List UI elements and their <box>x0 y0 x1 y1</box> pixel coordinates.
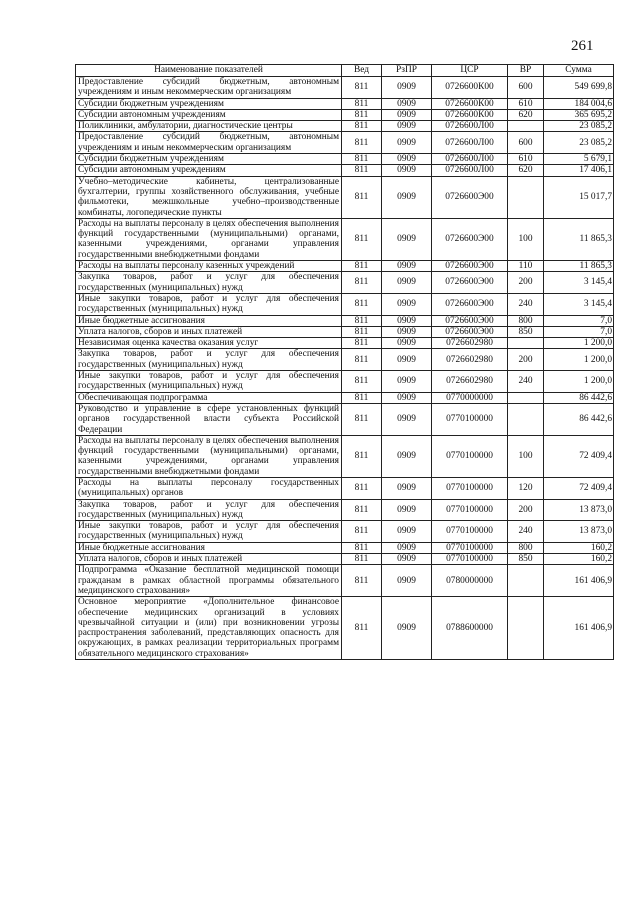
table-row <box>76 165 614 176</box>
row-csr-cell: 0726600Э00 <box>432 326 508 337</box>
row-vr-cell <box>508 403 544 435</box>
row-sum-cell: 15 017,7 <box>544 176 614 218</box>
row-ved-cell: 811 <box>342 121 382 132</box>
table-row <box>76 315 614 326</box>
row-ved-cell: 811 <box>342 261 382 272</box>
row-sum-cell: 23 085,2 <box>544 121 614 132</box>
row-csr-cell: 0726600Л00 <box>432 154 508 165</box>
row-vr-cell: 610 <box>508 154 544 165</box>
row-rzpr-cell: 0909 <box>382 349 432 371</box>
row-sum-cell: 161 406,9 <box>544 565 614 597</box>
row-rzpr-cell: 0909 <box>382 477 432 499</box>
row-vr-cell: 200 <box>508 349 544 371</box>
table-row <box>76 218 614 260</box>
row-rzpr-cell: 0909 <box>382 121 432 132</box>
row-rzpr-cell: 0909 <box>382 326 432 337</box>
row-sum-cell: 11 865,3 <box>544 261 614 272</box>
row-name-cell: Субсидии бюджетным учреждениям <box>76 98 342 109</box>
row-name-cell: Закупка товаров, работ и услуг для обеспечения государственных (муниципальных) нужд <box>76 272 342 294</box>
table-row <box>76 98 614 109</box>
table-row <box>76 403 614 435</box>
row-csr-cell: 0726600К00 <box>432 109 508 120</box>
row-name-cell: Субсидии бюджетным учреждениям <box>76 154 342 165</box>
row-sum-cell: 23 085,2 <box>544 132 614 154</box>
row-rzpr-cell: 0909 <box>382 109 432 120</box>
table-row <box>76 542 614 553</box>
row-name-cell: Расходы на выплаты персоналу государственных (муниципальных) органов <box>76 477 342 499</box>
row-name-cell: Расходы на выплаты персоналу в целях обеспечения выполнения функций государственными (муниципальными) органами, казенными учреждениями, органами управления государственными внебюджетными фондами <box>76 218 342 260</box>
row-name-cell: Иные бюджетные ассигнования <box>76 542 342 553</box>
row-sum-cell: 72 409,4 <box>544 435 614 477</box>
column-header-vr: ВР <box>508 65 544 77</box>
row-csr-cell: 0726600Э00 <box>432 272 508 294</box>
row-csr-cell: 0770100000 <box>432 521 508 543</box>
row-ved-cell: 811 <box>342 154 382 165</box>
row-ved-cell: 811 <box>342 371 382 393</box>
row-rzpr-cell: 0909 <box>382 132 432 154</box>
row-ved-cell: 811 <box>342 499 382 521</box>
table-row <box>76 176 614 218</box>
row-name-cell: Основное мероприятие «Дополнительное финансовое обеспечение медицинских организаций в условиях чрезвычайной ситуации и (или) при возникновении угрозы распространения заболеваний, представляющих опасность для окружающих, в рамках реализации территориальных программ обязательного медицинского страхования» <box>76 597 342 660</box>
row-csr-cell: 0726600К00 <box>432 77 508 99</box>
row-vr-cell <box>508 597 544 660</box>
row-csr-cell: 0788600000 <box>432 597 508 660</box>
row-csr-cell: 0726602980 <box>432 371 508 393</box>
row-rzpr-cell: 0909 <box>382 597 432 660</box>
row-ved-cell: 811 <box>342 165 382 176</box>
row-csr-cell: 0726600Л00 <box>432 132 508 154</box>
column-header-ved: Вед <box>342 65 382 77</box>
row-rzpr-cell: 0909 <box>382 565 432 597</box>
row-ved-cell: 811 <box>342 176 382 218</box>
row-vr-cell <box>508 176 544 218</box>
row-csr-cell: 0770100000 <box>432 477 508 499</box>
row-vr-cell: 110 <box>508 261 544 272</box>
row-rzpr-cell: 0909 <box>382 165 432 176</box>
row-csr-cell: 0726602980 <box>432 349 508 371</box>
row-csr-cell: 0726600Л00 <box>432 121 508 132</box>
table-row <box>76 554 614 565</box>
row-rzpr-cell: 0909 <box>382 98 432 109</box>
row-ved-cell: 811 <box>342 542 382 553</box>
table-body <box>76 77 614 660</box>
row-csr-cell: 0770100000 <box>432 499 508 521</box>
row-ved-cell: 811 <box>342 326 382 337</box>
row-ved-cell: 811 <box>342 597 382 660</box>
row-csr-cell: 0726600Э00 <box>432 218 508 260</box>
page-number: 261 <box>571 38 594 54</box>
row-ved-cell: 811 <box>342 338 382 349</box>
row-rzpr-cell: 0909 <box>382 435 432 477</box>
budget-table <box>75 64 614 660</box>
row-sum-cell: 11 865,3 <box>544 218 614 260</box>
table-row <box>76 293 614 315</box>
row-ved-cell: 811 <box>342 293 382 315</box>
table-row <box>76 272 614 294</box>
row-vr-cell: 200 <box>508 499 544 521</box>
row-rzpr-cell: 0909 <box>382 218 432 260</box>
row-csr-cell: 0726600Э00 <box>432 176 508 218</box>
row-name-cell: Иные закупки товаров, работ и услуг для обеспечения государственных (муниципальных) нужд <box>76 293 342 315</box>
table-row <box>76 392 614 403</box>
table-row <box>76 154 614 165</box>
row-name-cell: Иные бюджетные ассигнования <box>76 315 342 326</box>
row-name-cell: Уплата налогов, сборов и иных платежей <box>76 554 342 565</box>
row-ved-cell: 811 <box>342 392 382 403</box>
row-name-cell: Подпрограмма «Оказание бесплатной медицинской помощи гражданам в рамках областной программы обязательного медицинского страхования» <box>76 565 342 597</box>
row-vr-cell <box>508 565 544 597</box>
row-sum-cell: 160,2 <box>544 542 614 553</box>
row-rzpr-cell: 0909 <box>382 403 432 435</box>
row-vr-cell: 620 <box>508 109 544 120</box>
row-sum-cell: 72 409,4 <box>544 477 614 499</box>
table-row <box>76 77 614 99</box>
column-header-name: Наименование показателей <box>76 65 342 77</box>
row-sum-cell: 1 200,0 <box>544 371 614 393</box>
row-ved-cell: 811 <box>342 272 382 294</box>
row-vr-cell: 850 <box>508 326 544 337</box>
row-ved-cell: 811 <box>342 218 382 260</box>
row-csr-cell: 0770000000 <box>432 392 508 403</box>
table-row <box>76 435 614 477</box>
row-name-cell: Предоставление субсидий бюджетным, автономным учреждениям и иным некоммерческим организациям <box>76 132 342 154</box>
row-sum-cell: 1 200,0 <box>544 338 614 349</box>
row-sum-cell: 86 442,6 <box>544 403 614 435</box>
row-ved-cell: 811 <box>342 521 382 543</box>
row-ved-cell: 811 <box>342 349 382 371</box>
row-vr-cell <box>508 121 544 132</box>
row-csr-cell: 0770100000 <box>432 554 508 565</box>
row-sum-cell: 13 873,0 <box>544 499 614 521</box>
row-vr-cell: 240 <box>508 293 544 315</box>
row-rzpr-cell: 0909 <box>382 154 432 165</box>
row-rzpr-cell: 0909 <box>382 521 432 543</box>
row-csr-cell: 0726600Л00 <box>432 165 508 176</box>
table-row <box>76 326 614 337</box>
row-name-cell: Независимая оценка качества оказания услуг <box>76 338 342 349</box>
row-name-cell: Поликлиники, амбулатории, диагностические центры <box>76 121 342 132</box>
row-sum-cell: 5 679,1 <box>544 154 614 165</box>
row-name-cell: Закупка товаров, работ и услуг для обеспечения государственных (муниципальных) нужд <box>76 349 342 371</box>
row-sum-cell: 3 145,4 <box>544 293 614 315</box>
row-sum-cell: 17 406,1 <box>544 165 614 176</box>
row-rzpr-cell: 0909 <box>382 272 432 294</box>
row-name-cell: Обеспечивающая подпрограмма <box>76 392 342 403</box>
row-ved-cell: 811 <box>342 554 382 565</box>
table-row <box>76 597 614 660</box>
row-sum-cell: 1 200,0 <box>544 349 614 371</box>
row-rzpr-cell: 0909 <box>382 542 432 553</box>
row-rzpr-cell: 0909 <box>382 392 432 403</box>
table-row <box>76 338 614 349</box>
row-vr-cell: 850 <box>508 554 544 565</box>
row-sum-cell: 3 145,4 <box>544 272 614 294</box>
row-name-cell: Предоставление субсидий бюджетным, автономным учреждениям и иным некоммерческим организациям <box>76 77 342 99</box>
row-csr-cell: 0726600К00 <box>432 98 508 109</box>
row-vr-cell: 100 <box>508 218 544 260</box>
row-vr-cell: 240 <box>508 521 544 543</box>
row-rzpr-cell: 0909 <box>382 261 432 272</box>
row-ved-cell: 811 <box>342 435 382 477</box>
row-csr-cell: 0770100000 <box>432 403 508 435</box>
row-rzpr-cell: 0909 <box>382 77 432 99</box>
row-ved-cell: 811 <box>342 98 382 109</box>
row-sum-cell: 184 004,6 <box>544 98 614 109</box>
table-row <box>76 349 614 371</box>
table-row <box>76 477 614 499</box>
table-row <box>76 521 614 543</box>
row-rzpr-cell: 0909 <box>382 315 432 326</box>
row-vr-cell: 600 <box>508 132 544 154</box>
table-row <box>76 499 614 521</box>
row-sum-cell: 161 406,9 <box>544 597 614 660</box>
table-row <box>76 132 614 154</box>
row-sum-cell: 86 442,6 <box>544 392 614 403</box>
row-name-cell: Руководство и управление в сфере установленных функций органов государственной власти субъекта Российской Федерации <box>76 403 342 435</box>
row-sum-cell: 365 695,2 <box>544 109 614 120</box>
table-row <box>76 371 614 393</box>
row-sum-cell: 160,2 <box>544 554 614 565</box>
row-ved-cell: 811 <box>342 77 382 99</box>
row-vr-cell <box>508 338 544 349</box>
row-rzpr-cell: 0909 <box>382 371 432 393</box>
row-vr-cell: 620 <box>508 165 544 176</box>
row-csr-cell: 0770100000 <box>432 435 508 477</box>
row-name-cell: Учебно–методические кабинеты, централизованные бухгалтерии, группы хозяйственного обслуживания, учебные фильмотеки, межшкольные учебно–производственные комбинаты, логопедические пункты <box>76 176 342 218</box>
row-name-cell: Расходы на выплаты персоналу в целях обеспечения выполнения функций государственными (муниципальными) органами, казенными учреждениями, органами управления государственными внебюджетными фондами <box>76 435 342 477</box>
row-csr-cell: 0726600Э00 <box>432 293 508 315</box>
row-csr-cell: 0726600Э00 <box>432 261 508 272</box>
row-csr-cell: 0726602980 <box>432 338 508 349</box>
column-header-sum: Сумма <box>544 65 614 77</box>
row-sum-cell: 7,0 <box>544 315 614 326</box>
row-name-cell: Иные закупки товаров, работ и услуг для обеспечения государственных (муниципальных) нужд <box>76 371 342 393</box>
row-rzpr-cell: 0909 <box>382 176 432 218</box>
table-row <box>76 565 614 597</box>
table-row <box>76 109 614 120</box>
row-ved-cell: 811 <box>342 109 382 120</box>
row-csr-cell: 0726600Э00 <box>432 315 508 326</box>
row-csr-cell: 0780000000 <box>432 565 508 597</box>
row-sum-cell: 549 699,8 <box>544 77 614 99</box>
row-ved-cell: 811 <box>342 477 382 499</box>
row-vr-cell: 600 <box>508 77 544 99</box>
row-rzpr-cell: 0909 <box>382 499 432 521</box>
row-ved-cell: 811 <box>342 565 382 597</box>
row-rzpr-cell: 0909 <box>382 338 432 349</box>
column-header-csr: ЦСР <box>432 65 508 77</box>
row-vr-cell: 120 <box>508 477 544 499</box>
row-vr-cell: 200 <box>508 272 544 294</box>
row-vr-cell: 800 <box>508 315 544 326</box>
table-row <box>76 261 614 272</box>
row-vr-cell: 240 <box>508 371 544 393</box>
row-ved-cell: 811 <box>342 315 382 326</box>
table-row <box>76 121 614 132</box>
row-csr-cell: 0770100000 <box>432 542 508 553</box>
row-name-cell: Уплата налогов, сборов и иных платежей <box>76 326 342 337</box>
row-ved-cell: 811 <box>342 403 382 435</box>
row-vr-cell: 100 <box>508 435 544 477</box>
row-vr-cell: 610 <box>508 98 544 109</box>
row-rzpr-cell: 0909 <box>382 293 432 315</box>
row-vr-cell <box>508 392 544 403</box>
row-sum-cell: 7,0 <box>544 326 614 337</box>
row-name-cell: Субсидии автономным учреждениям <box>76 109 342 120</box>
row-name-cell: Иные закупки товаров, работ и услуг для обеспечения государственных (муниципальных) нужд <box>76 521 342 543</box>
row-sum-cell: 13 873,0 <box>544 521 614 543</box>
column-header-rzpr: РзПР <box>382 65 432 77</box>
row-vr-cell: 800 <box>508 542 544 553</box>
row-name-cell: Расходы на выплаты персоналу казенных учреждений <box>76 261 342 272</box>
row-ved-cell: 811 <box>342 132 382 154</box>
row-rzpr-cell: 0909 <box>382 554 432 565</box>
row-name-cell: Закупка товаров, работ и услуг для обеспечения государственных (муниципальных) нужд <box>76 499 342 521</box>
table-header-row <box>76 65 614 77</box>
row-name-cell: Субсидии автономным учреждениям <box>76 165 342 176</box>
